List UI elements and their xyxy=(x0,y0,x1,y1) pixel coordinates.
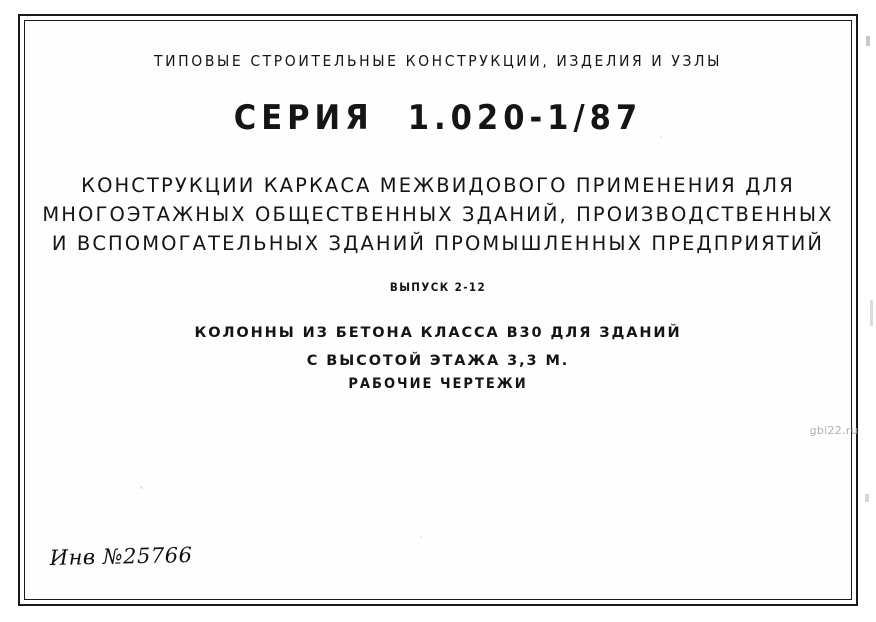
document-kind: РАБОЧИЕ ЧЕРТЕЖИ xyxy=(348,376,528,392)
title-line: МНОГОЭТАЖНЫХ ОБЩЕСТВЕННЫХ ЗДАНИЙ, ПРОИЗВОДСТВЕННЫХ xyxy=(42,203,834,226)
issue-number: ВЫПУСК 2-12 xyxy=(389,280,487,294)
title-line: И ВСПОМОГАТЕЛЬНЫХ ЗДАНИЙ ПРОМЫШЛЕННЫХ ПРЕДПРИЯТИЙ xyxy=(51,232,825,255)
scan-edge-mark xyxy=(870,300,873,326)
subtitle-line: С ВЫСОТОЙ ЭТАЖА 3,3 М. xyxy=(306,353,570,369)
document-title xyxy=(20,171,856,258)
document-header-line: ТИПОВЫЕ СТРОИТЕЛЬНЫЕ КОНСТРУКЦИИ, ИЗДЕЛИЯ И УЗЛЫ xyxy=(154,52,722,70)
series-heading xyxy=(20,98,856,138)
series-number: 1.020-1/87 xyxy=(407,98,643,138)
subtitle-line: КОЛОННЫ ИЗ БЕТОНА КЛАССА В30 ДЛЯ ЗДАНИЙ xyxy=(194,325,682,341)
watermark: gbi22.ru xyxy=(809,424,858,437)
title-line: КОНСТРУКЦИИ КАРКАСА МЕЖВИДОВОГО ПРИМЕНЕНИЯ ДЛЯ xyxy=(81,174,795,197)
scan-edge-mark xyxy=(865,494,869,502)
scan-edge-mark xyxy=(866,36,870,46)
document-subtitle xyxy=(20,319,856,375)
sheet-border xyxy=(18,14,858,606)
series-label: СЕРИЯ xyxy=(233,98,374,138)
title-page-content xyxy=(20,16,856,604)
scan-speck xyxy=(420,536,422,538)
inventory-number: Инв №25766 xyxy=(49,543,193,570)
scan-speck xyxy=(140,486,143,489)
scan-speck xyxy=(660,136,662,138)
